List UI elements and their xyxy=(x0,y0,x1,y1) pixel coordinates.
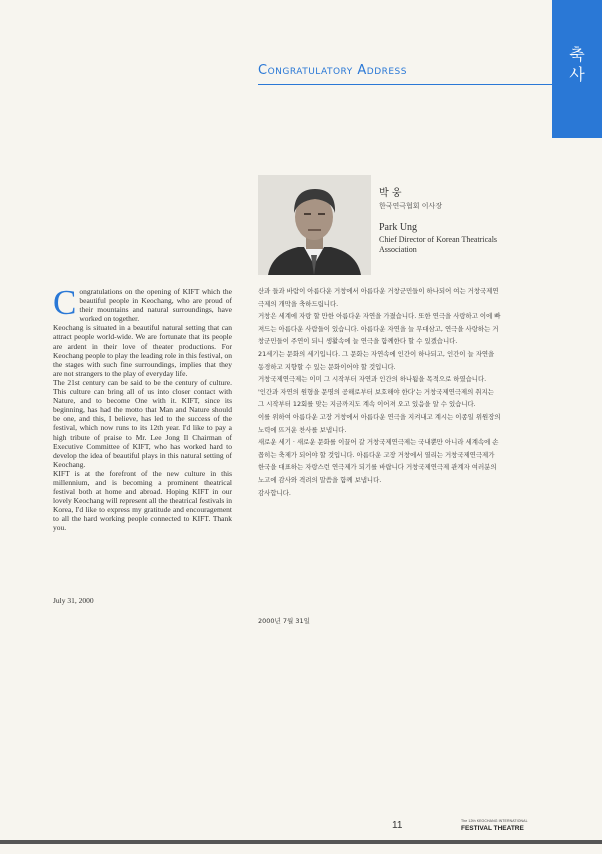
korean-paragraph: 거창은 세계에 자랑 할 만한 아름다운 자연을 가졌습니다. 또한 연극을 사랑하고 이에 빠져드는 아름다운 사람들이 있습니다. 아름다운 자연을 늘 무대삼고, 연극을 사랑하는 거창군민들이 주연이 되니 생활속에 늘 연극을 함께한다 할 수 있겠습니다. xyxy=(258,312,501,346)
section-tab-char-1: 축 xyxy=(569,45,585,64)
english-paragraph: The 21st century can be said to be the century of culture. This culture can bring all of us into closer contact with Nature, and to become One with it. KIFT, since its beginning, has had the motto that Man and Nature should be one, and this, I believe, has led to the success of the festival, which now runs to its 12th year. I'd like to pay a high tribute of praise to Mr. Lee Jong Il Chairman of Executive Committee of KIFT, who has worked hard to develop the idea of beautiful plays in this natural setting of Keochang. xyxy=(53,377,232,469)
english-address xyxy=(53,283,232,533)
korean-date: 2000년 7월 31일 xyxy=(258,617,310,625)
drop-cap: C xyxy=(53,283,77,322)
english-paragraph: Keochang is situated in a beautiful natural setting that can attract people world-wide. We are fortunate that its people are ardent in their love of theater productions. For Keochang people to play the leading role in this festival, on the stages with such fine surroundings, implies that they are not strangers to the play of everyday life. xyxy=(53,323,232,378)
author-portrait xyxy=(258,175,371,275)
section-tab-char-2: 사 xyxy=(569,65,585,84)
section-tab xyxy=(552,0,602,138)
korean-paragraph: '인간과 자연의 원형을 문명의 공해로부터 보호해야 한다'는 거창국제연극제의 취지는 그 시작부터 12회를 맞는 지금까지도 계속 이어져 오고 있음을 알 수 있습니다. xyxy=(258,387,494,409)
english-date: July 31, 2000 xyxy=(53,596,94,605)
korean-address xyxy=(258,285,502,499)
page-title: Congratulatory Address xyxy=(258,63,407,78)
footer-brand: FESTIVAL THEATRE xyxy=(461,825,524,832)
korean-paragraph: 감사합니다. xyxy=(258,488,291,497)
korean-paragraph: 산과 들과 바람이 아름다운 거창에서 아름다운 거창군민들이 하나되어 여는 거창국제연극제의 개막을 축하드립니다. xyxy=(258,287,499,308)
author-title-english: Chief Director of Korean Theatricals Association xyxy=(379,235,498,254)
author-title-korean: 한국연극협회 이사장 xyxy=(379,202,443,210)
english-paragraph: Congratulations on the opening of KIFT which the beautiful people in Keochang, who are proud of their mountains and natural surroundings, have worked on together. xyxy=(53,283,232,324)
korean-paragraph: 새로운 세기 · 새로운 문화를 이끌어 갈 거창국제연극제는 국내뿐만 아니라 세계속에 손꼽히는 축제가 되어야 할 것입니다. 아름다운 고장 거창에서 열리는 거창국제연극제가 한국을 대표하는 자랑스런 연극제가 되기를 바랍니다 거창국제연극제 관계자 여러분의 노고에 감사와 격려의 말씀을 함께 보냅니다. xyxy=(258,438,499,484)
footer-subtitle: The 12th KEOCHANG INTERNATIONAL xyxy=(461,819,528,823)
author-name-english: Park Ung xyxy=(379,222,418,233)
page-number: 11 xyxy=(392,820,403,831)
footer-divider xyxy=(0,840,602,844)
header-divider xyxy=(258,84,552,85)
korean-paragraph: 이를 위하여 아름다운 고장 거창에서 아름다운 연극을 지켜내고 계시는 이종일 위원장의 노력에 뜨거운 찬사를 보냅니다. xyxy=(258,412,501,434)
korean-paragraph: 21세기는 문화의 세기입니다. 그 문화는 자연속에 인간이 하나되고, 인간이 늘 자연을 동경하고 지향할 수 있는 문화이어야 할 것입니다. xyxy=(258,349,495,371)
author-name-korean: 박 웅 xyxy=(379,188,402,199)
korean-paragraph: 거창국제연극제는 이미 그 시작부터 자연과 인간의 하나됨을 목적으로 하였습니다. xyxy=(258,375,487,384)
english-paragraph: KIFT is at the forefront of the new culture in this millennium, and is becoming a prominent theatrical festival both at home and abroad. Hoping KIFT in our lovely Keochang will represent all the theatrical festivals in Korea, I'd like to express my gratitude and encouragement to all the hard working people connected to KIFT. Thank you. xyxy=(53,468,232,533)
portrait-illustration xyxy=(258,175,371,275)
